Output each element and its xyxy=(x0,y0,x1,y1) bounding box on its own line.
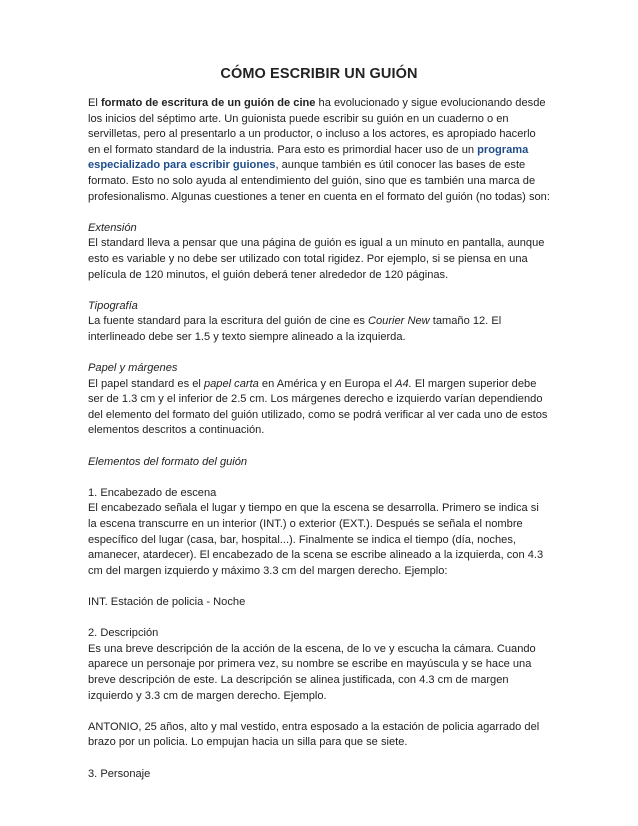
description-example: ANTONIO, 25 años, alto y mal vestido, entra esposado a la estación de policia agarrado del brazo por un policia. Lo empujan hacia un silla para que se siete. xyxy=(88,720,540,749)
paper-heading-text: Papel y márgenes xyxy=(88,362,178,375)
scene-heading-example: INT. Estación de policia - Noche xyxy=(88,596,246,608)
intro-paragraph xyxy=(88,96,550,205)
scene-heading-title: 1. Encabezado de escena xyxy=(88,486,217,499)
paper-text: El margen superior debe ser de 1.3 cm y el inferior de 2.5 cm. Los márgenes derecho e izquierdo varían dependiendo del elemento del formato del guión utilizado, como se podrá verificar al ver cada uno de estos elementos descritos a continuación. xyxy=(88,377,548,437)
elements-heading-text: Elementos del formato del guión xyxy=(88,455,248,468)
character-title: 3. Personaje xyxy=(88,767,151,780)
scene-heading-body: El encabezado señala el lugar y tiempo en que la escena se desarrolla. Primero se indica si la escena transcurre en un interior (INT.) o exterior (EXT.). Después se señala el nombre específico del lugar (casa, bar, hospital...). Finalmente se indica el tiempo (día, noches, amanecer, atardecer). El encabezado de la scena se escribe alineado a la izquierda, con 4.3 cm del margen izquierdo y máximo 3.3 cm del margen derecho. Ejemplo: xyxy=(88,502,544,577)
extension-heading xyxy=(88,221,550,237)
description-title: 2. Descripción xyxy=(88,627,159,640)
typography-text: La fuente standard para la escritura del guión de cine es xyxy=(88,315,368,328)
paper-text: El papel standard es el xyxy=(88,377,204,390)
typography-body xyxy=(88,314,550,345)
intro-text: , aunque también es útil conocer las bases de este formato. Esto no solo ayuda al entendimiento del guión, sino que es también una marca de profesionalismo. Algunas cuestiones a tener en cuenta en el formato del guión (no todas) son: xyxy=(88,159,550,203)
description-body: Es una breve descripción de la acción de la escena, de lo ve y escucha la cámara. Cuando aparece un personaje por primera vez, su nombre se escribe en mayúscula y se hace una breve descripción de este. La descripción se alinea justificada, con 4.3 cm de margen izquierdo y 3.3 cm de margen derecho. Ejemplo. xyxy=(88,642,536,702)
extension-heading-text: Extensión xyxy=(88,221,137,234)
software-link[interactable]: programa especializado para escribir guiones xyxy=(88,143,529,172)
intro-bold-text: formato de escritura de un guión de cine xyxy=(100,97,316,109)
paper-heading xyxy=(88,361,550,377)
font-name: Courier New xyxy=(368,315,430,328)
paper-size-letter: papel carta xyxy=(203,377,259,390)
typography-heading-text: Tipografía xyxy=(88,299,138,312)
paper-text: en América y en Europa el xyxy=(258,377,396,390)
intro-text: El xyxy=(88,97,101,109)
page-title: CÓMO ESCRIBIR UN GUIÓN xyxy=(220,66,418,82)
typography-heading xyxy=(88,299,550,315)
paper-size-a4: A4. xyxy=(395,377,412,390)
typography-text: tamaño 12. El interlineado debe ser 1.5 y texto siempre alineado a la izquierda. xyxy=(88,315,502,343)
extension-body: El standard lleva a pensar que una página de guión es igual a un minuto en pantalla, aunque esto es variable y no debe ser utilizado con total rigidez. Por ejemplo, si se piensa en una película de 120 minutos, el guión deberá tener alrededor de 120 páginas. xyxy=(88,237,545,281)
intro-text: ha evolucionado y sigue evolucionando desde los inicios del séptimo arte. Un guionista puede escribir su guión en un cuaderno o en servilletas, pero al presentarlo a un productor, o incluso a los actores, es apropiado hacerlo en el formato standard de la industria. Para esto es primordial hacer uso de un xyxy=(88,97,546,156)
paper-body xyxy=(88,377,550,439)
elements-heading xyxy=(88,455,550,471)
